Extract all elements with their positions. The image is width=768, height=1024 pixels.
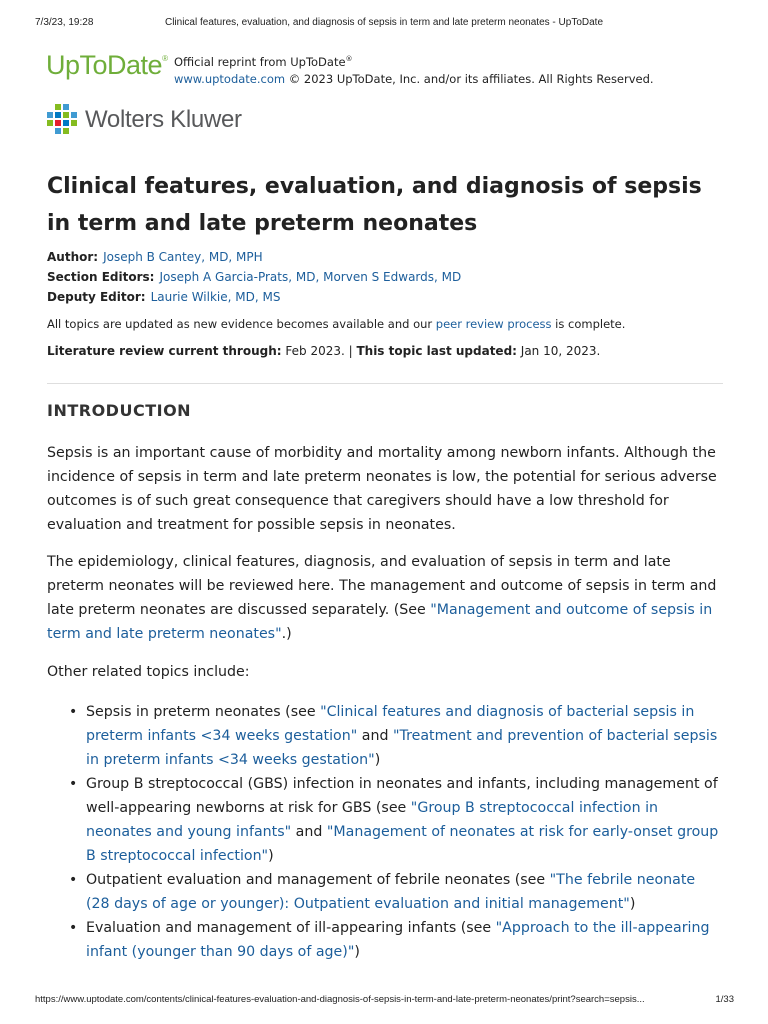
copyright-text: © 2023 UpToDate, Inc. and/or its affiliates. All Rights Reserved. — [285, 71, 654, 86]
last-updated-label: This topic last updated: — [356, 344, 517, 358]
section-divider — [47, 383, 723, 384]
bullet-icon: • — [69, 872, 78, 888]
reprint-branding — [46, 50, 746, 90]
intro-paragraph-1: Sepsis is an important cause of morbidity and mortality among newborn infants. Although the incidence of sepsis in term and late preterm neonates is low, the potential for serious adverse outcomes is of such great consequence that caregivers should have a low threshold for evaluation and treatment for possible sepsis in neonates. — [47, 445, 717, 533]
deputy-editor-row — [47, 289, 280, 305]
deputy-editor-link[interactable]: Laurie Wilkie, MD, MS — [150, 290, 281, 304]
list-item: • Group B streptococcal (GBS) infection in neonates and infants, including management of well-appearing newborns at risk for GBS (see "Group B streptococcal infection in neonates and young infants" and "Management of neonates at risk for early-onset group B streptococcal infection") — [47, 772, 723, 868]
bullet-icon: • — [69, 920, 78, 936]
uptodate-logo[interactable]: UpToDate® — [46, 50, 168, 80]
reprint-line: Official reprint from UpToDate — [174, 54, 346, 69]
topic-link[interactable]: "Approach to the ill-appearing infant (younger than 90 days of age)" — [86, 920, 710, 960]
peer-review-link[interactable]: peer review process — [435, 317, 552, 331]
topic-link[interactable]: "Treatment and prevention of bacterial sepsis in preterm infants <34 weeks gestation" — [86, 728, 718, 768]
print-footer — [0, 994, 768, 1008]
related-topics-intro: Other related topics include: — [47, 664, 250, 680]
reprint-notice: Official reprint from UpToDate® www.uptodate.com © 2023 UpToDate, Inc. and/or its affiliates. All Rights Reserved. — [174, 54, 654, 86]
topic-link[interactable]: "The febrile neonate (28 days of age or younger): Outpatient evaluation and initial management" — [86, 872, 696, 912]
last-updated-value: Jan 10, 2023. — [516, 344, 601, 358]
list-item: • Sepsis in preterm neonates (see "Clinical features and diagnosis of bacterial sepsis in preterm infants <34 weeks gestation" and "Treatment and prevention of bacterial sepsis in preterm infants <34 weeks gestation") — [47, 700, 723, 772]
uptodate-site-link[interactable]: www.uptodate.com — [174, 71, 286, 86]
introduction-heading: INTRODUCTION — [47, 401, 192, 420]
print-url: https://www.uptodate.com/contents/clinical-features-evaluation-and-diagnosis-of-sepsis-in-term-and-late-preterm-neonates/print?search=sepsis... — [35, 994, 645, 1005]
topic-link[interactable]: "Clinical features and diagnosis of bacterial sepsis in preterm infants <34 weeks gestation" — [86, 704, 695, 744]
author-row — [47, 249, 263, 265]
update-note: All topics are updated as new evidence becomes available and our peer review process is complete. — [47, 317, 626, 331]
print-header — [0, 17, 768, 31]
list-item: • Outpatient evaluation and management of febrile neonates (see "The febrile neonate (28 days of age or younger): Outpatient evaluation and initial management") — [47, 868, 723, 916]
section-editors-label: Section Editors: — [47, 270, 155, 284]
section-editors-row — [47, 269, 461, 285]
deputy-editor-label: Deputy Editor: — [47, 290, 146, 304]
bullet-icon: • — [69, 776, 78, 792]
wolters-kluwer-globe-icon — [46, 104, 78, 136]
intro-paragraph-2: The epidemiology, clinical features, diagnosis, and evaluation of sepsis in term and late preterm neonates will be reviewed here. The management and outcome of sepsis in term and late preterm neonates are discussed separately. (See "Management and outcome of sepsis in term and late preterm neonates".) — [47, 554, 717, 642]
topic-link[interactable]: "Management of neonates at risk for early-onset group B streptococcal infection" — [86, 824, 719, 864]
management-outcome-link[interactable]: "Management and outcome of sepsis in term and late preterm neonates" — [47, 602, 713, 642]
bullet-icon: • — [69, 704, 78, 720]
topic-link[interactable]: "Group B streptococcal infection in neonates and young infants" — [86, 800, 659, 840]
review-dates — [47, 343, 600, 359]
lit-review-value: Feb 2023. | — [281, 344, 357, 358]
print-page-title: Clinical features, evaluation, and diagnosis of sepsis in term and late preterm neonates - UpToDate — [164, 17, 604, 28]
list-item: • Evaluation and management of ill-appearing infants (see "Approach to the ill-appearing infant (younger than 90 days of age)") — [47, 916, 723, 964]
author-link[interactable]: Joseph B Cantey, MD, MPH — [103, 250, 263, 264]
publisher-name: Wolters Kluwer — [85, 106, 242, 133]
related-topics-list — [47, 700, 723, 964]
section-editors-link[interactable]: Joseph A Garcia-Prats, MD, Morven S Edwards, MD — [159, 270, 462, 284]
author-label: Author: — [47, 250, 99, 264]
article-title: Clinical features, evaluation, and diagnosis of sepsis in term and late preterm neonates — [47, 174, 702, 236]
page-number: 1/33 — [715, 994, 734, 1005]
print-datetime: 7/3/23, 19:28 — [35, 17, 94, 28]
lit-review-label: Literature review current through: — [47, 344, 282, 358]
